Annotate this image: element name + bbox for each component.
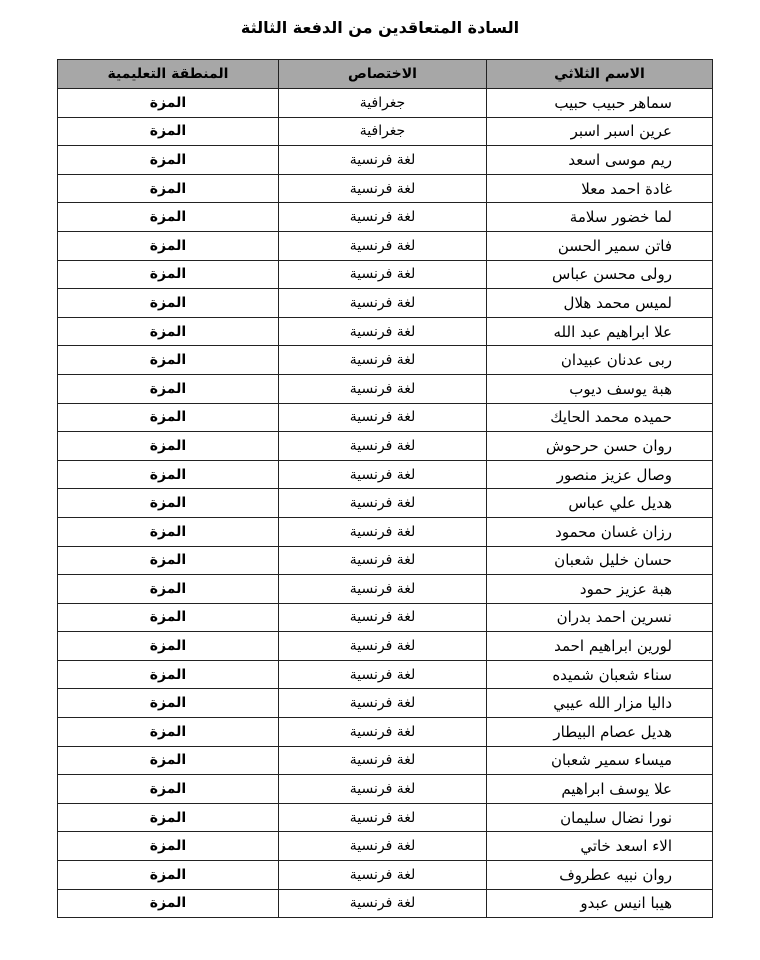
name-cell: هبة يوسف ديوب [487, 374, 713, 403]
column-header-name: الاسم الثلاثي [487, 60, 713, 89]
region-cell: المزة [58, 203, 279, 232]
name-cell: فاتن سمير الحسن [487, 231, 713, 260]
region-cell: المزة [58, 117, 279, 146]
region-cell: المزة [58, 718, 279, 747]
region-cell: المزة [58, 861, 279, 890]
specialty-cell: لغة فرنسية [279, 689, 487, 718]
name-cell: رزان غسان محمود [487, 517, 713, 546]
region-cell: المزة [58, 260, 279, 289]
region-cell: المزة [58, 575, 279, 604]
specialty-cell: لغة فرنسية [279, 460, 487, 489]
table-row [58, 517, 713, 546]
name-cell: ربى عدنان عبيدان [487, 346, 713, 375]
region-cell: المزة [58, 517, 279, 546]
table-row [58, 460, 713, 489]
specialty-cell: لغة فرنسية [279, 832, 487, 861]
specialty-cell: لغة فرنسية [279, 803, 487, 832]
name-cell: لميس محمد هلال [487, 289, 713, 318]
name-cell: هبة عزيز حمود [487, 575, 713, 604]
name-cell: لورين ابراهيم احمد [487, 632, 713, 661]
column-header-specialty: الاختصاص [279, 60, 487, 89]
region-cell: المزة [58, 174, 279, 203]
region-cell: المزة [58, 231, 279, 260]
specialty-cell: لغة فرنسية [279, 632, 487, 661]
region-cell: المزة [58, 489, 279, 518]
table-row [58, 689, 713, 718]
region-cell: المزة [58, 603, 279, 632]
name-cell: ريم موسى اسعد [487, 146, 713, 175]
table-row [58, 603, 713, 632]
specialty-cell: لغة فرنسية [279, 346, 487, 375]
name-cell: حسان خليل شعبان [487, 546, 713, 575]
table-row [58, 317, 713, 346]
specialty-cell: لغة فرنسية [279, 203, 487, 232]
table-header-row [58, 60, 713, 89]
name-cell: نسرين احمد بدران [487, 603, 713, 632]
region-cell: المزة [58, 146, 279, 175]
table-row [58, 403, 713, 432]
table-row [58, 718, 713, 747]
specialty-cell: لغة فرنسية [279, 889, 487, 918]
region-cell: المزة [58, 689, 279, 718]
table-row [58, 489, 713, 518]
table-row [58, 660, 713, 689]
name-cell: حميده محمد الحايك [487, 403, 713, 432]
region-cell: المزة [58, 460, 279, 489]
region-cell: المزة [58, 432, 279, 461]
region-cell: المزة [58, 374, 279, 403]
table-row [58, 203, 713, 232]
region-cell: المزة [58, 289, 279, 318]
table-row [58, 803, 713, 832]
region-cell: المزة [58, 889, 279, 918]
region-cell: المزة [58, 775, 279, 804]
region-cell: المزة [58, 632, 279, 661]
name-cell: رولى محسن عباس [487, 260, 713, 289]
specialty-cell: لغة فرنسية [279, 317, 487, 346]
table-row [58, 289, 713, 318]
table-row [58, 117, 713, 146]
name-cell: سماهر حبيب حبيب [487, 89, 713, 118]
name-cell: روان حسن حرحوش [487, 432, 713, 461]
region-cell: المزة [58, 660, 279, 689]
page-title: السادة المتعاقدين من الدفعة الثالثة [240, 18, 520, 37]
specialty-cell: لغة فرنسية [279, 260, 487, 289]
table-row [58, 889, 713, 918]
specialty-cell: لغة فرنسية [279, 718, 487, 747]
specialty-cell: لغة فرنسية [279, 861, 487, 890]
name-cell: ميساء سمير شعبان [487, 746, 713, 775]
table-row [58, 231, 713, 260]
specialty-cell: لغة فرنسية [279, 231, 487, 260]
specialty-cell: لغة فرنسية [279, 517, 487, 546]
specialty-cell: لغة فرنسية [279, 603, 487, 632]
name-cell: الاء اسعد خاتي [487, 832, 713, 861]
specialty-cell: لغة فرنسية [279, 403, 487, 432]
region-cell: المزة [58, 803, 279, 832]
table-row [58, 432, 713, 461]
specialty-cell: جغرافية [279, 117, 487, 146]
table-row [58, 374, 713, 403]
specialty-cell: جغرافية [279, 89, 487, 118]
table-row [58, 775, 713, 804]
column-header-region: المنطقة التعليمية [58, 60, 279, 89]
name-cell: هيبا انيس عبدو [487, 889, 713, 918]
specialty-cell: لغة فرنسية [279, 575, 487, 604]
specialty-cell: لغة فرنسية [279, 174, 487, 203]
table-body [58, 89, 713, 918]
table-row [58, 146, 713, 175]
table-row [58, 89, 713, 118]
name-cell: سناء شعبان شميده [487, 660, 713, 689]
name-cell: علا ابراهيم عبد الله [487, 317, 713, 346]
name-cell: علا يوسف ابراهيم [487, 775, 713, 804]
table-row [58, 575, 713, 604]
region-cell: المزة [58, 317, 279, 346]
table-row [58, 632, 713, 661]
specialty-cell: لغة فرنسية [279, 374, 487, 403]
specialty-cell: لغة فرنسية [279, 775, 487, 804]
table-row [58, 346, 713, 375]
table-row [58, 832, 713, 861]
table-row [58, 174, 713, 203]
specialty-cell: لغة فرنسية [279, 146, 487, 175]
name-cell: هديل عصام البيطار [487, 718, 713, 747]
specialty-cell: لغة فرنسية [279, 432, 487, 461]
table-row [58, 746, 713, 775]
region-cell: المزة [58, 346, 279, 375]
specialty-cell: لغة فرنسية [279, 489, 487, 518]
region-cell: المزة [58, 746, 279, 775]
name-cell: وصال عزيز منصور [487, 460, 713, 489]
table-row [58, 861, 713, 890]
specialty-cell: لغة فرنسية [279, 289, 487, 318]
specialty-cell: لغة فرنسية [279, 660, 487, 689]
specialty-cell: لغة فرنسية [279, 746, 487, 775]
region-cell: المزة [58, 89, 279, 118]
table-row [58, 546, 713, 575]
name-cell: داليا مزار الله عيبي [487, 689, 713, 718]
region-cell: المزة [58, 832, 279, 861]
name-cell: روان نبيه عطروف [487, 861, 713, 890]
name-cell: نورا نضال سليمان [487, 803, 713, 832]
table-row [58, 260, 713, 289]
name-cell: لما خضور سلامة [487, 203, 713, 232]
name-cell: غادة احمد معلا [487, 174, 713, 203]
region-cell: المزة [58, 403, 279, 432]
name-cell: هديل علي عباس [487, 489, 713, 518]
region-cell: المزة [58, 546, 279, 575]
name-cell: عرين اسبر اسبر [487, 117, 713, 146]
contractors-table [57, 59, 713, 918]
specialty-cell: لغة فرنسية [279, 546, 487, 575]
